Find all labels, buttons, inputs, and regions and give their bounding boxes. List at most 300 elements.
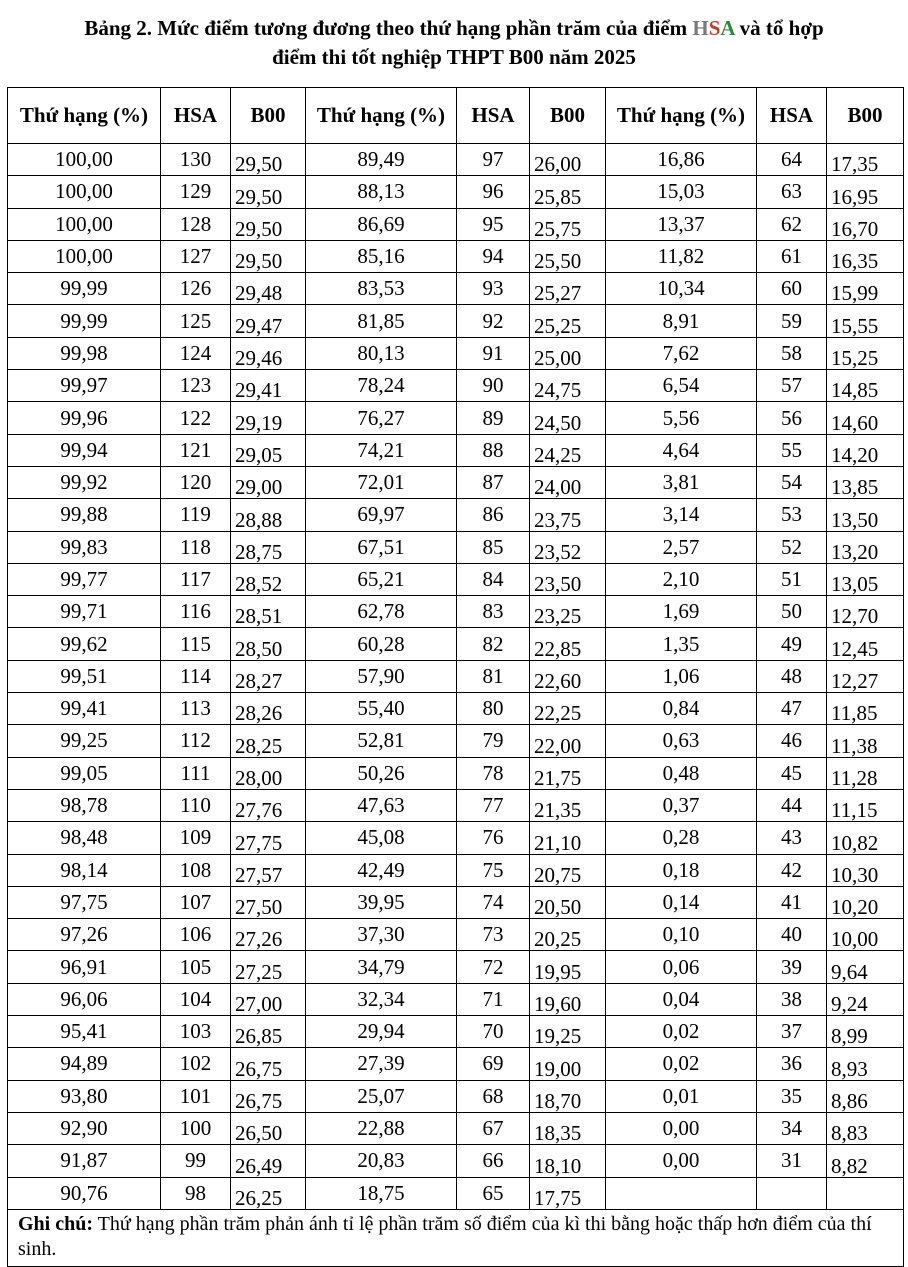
cell-rank-3 bbox=[606, 1177, 757, 1209]
cell-hsa-3: 37 bbox=[757, 1016, 827, 1048]
cell-hsa-1: 100 bbox=[161, 1112, 231, 1144]
cell-rank-2: 85,16 bbox=[306, 240, 457, 272]
cell-hsa-2: 69 bbox=[457, 1048, 530, 1080]
cell-b00-2: 20,50 bbox=[530, 886, 606, 918]
cell-b00-1: 27,75 bbox=[231, 822, 306, 854]
cell-hsa-2: 91 bbox=[457, 337, 530, 369]
cell-b00-1: 26,75 bbox=[231, 1080, 306, 1112]
title-line-2: điểm thi tốt nghiệp THPT B00 năm 2025 bbox=[272, 45, 636, 69]
cell-b00-3: 11,28 bbox=[827, 757, 904, 789]
col-header-b00-2: B00 bbox=[530, 88, 606, 144]
cell-hsa-1: 122 bbox=[161, 402, 231, 434]
cell-hsa-1: 105 bbox=[161, 951, 231, 983]
cell-hsa-3: 45 bbox=[757, 757, 827, 789]
table-row bbox=[8, 499, 904, 531]
cell-rank-2: 34,79 bbox=[306, 951, 457, 983]
cell-b00-2: 23,75 bbox=[530, 499, 606, 531]
cell-b00-3: 13,05 bbox=[827, 563, 904, 595]
cell-rank-2: 83,53 bbox=[306, 273, 457, 305]
cell-hsa-1: 110 bbox=[161, 789, 231, 821]
cell-b00-2: 25,27 bbox=[530, 273, 606, 305]
cell-b00-2: 24,25 bbox=[530, 434, 606, 466]
cell-b00-1: 27,25 bbox=[231, 951, 306, 983]
table-row bbox=[8, 660, 904, 692]
cell-hsa-3: 50 bbox=[757, 596, 827, 628]
cell-hsa-2: 65 bbox=[457, 1177, 530, 1209]
cell-hsa-2: 79 bbox=[457, 725, 530, 757]
cell-b00-3: 16,35 bbox=[827, 240, 904, 272]
cell-rank-2: 67,51 bbox=[306, 531, 457, 563]
cell-b00-3: 8,99 bbox=[827, 1016, 904, 1048]
table-row bbox=[8, 822, 904, 854]
cell-rank-2: 52,81 bbox=[306, 725, 457, 757]
cell-b00-3: 12,45 bbox=[827, 628, 904, 660]
cell-b00-3: 8,83 bbox=[827, 1112, 904, 1144]
table-row bbox=[8, 337, 904, 369]
cell-hsa-3: 62 bbox=[757, 208, 827, 240]
cell-rank-1: 99,88 bbox=[8, 499, 161, 531]
cell-b00-1: 29,00 bbox=[231, 466, 306, 498]
cell-b00-2: 19,00 bbox=[530, 1048, 606, 1080]
cell-hsa-3: 63 bbox=[757, 176, 827, 208]
cell-hsa-1: 130 bbox=[161, 144, 231, 176]
cell-hsa-3: 61 bbox=[757, 240, 827, 272]
col-header-hsa-3: HSA bbox=[757, 88, 827, 144]
cell-hsa-3: 59 bbox=[757, 305, 827, 337]
cell-hsa-1: 127 bbox=[161, 240, 231, 272]
cell-b00-1: 26,85 bbox=[231, 1016, 306, 1048]
cell-b00-3: 15,55 bbox=[827, 305, 904, 337]
cell-hsa-3: 34 bbox=[757, 1112, 827, 1144]
cell-rank-1: 99,96 bbox=[8, 402, 161, 434]
col-header-hsa-1: HSA bbox=[161, 88, 231, 144]
cell-rank-1: 99,97 bbox=[8, 370, 161, 402]
cell-rank-2: 86,69 bbox=[306, 208, 457, 240]
cell-hsa-1: 106 bbox=[161, 919, 231, 951]
cell-b00-1: 26,25 bbox=[231, 1177, 306, 1209]
cell-rank-2: 78,24 bbox=[306, 370, 457, 402]
table-row bbox=[8, 1080, 904, 1112]
table-row bbox=[8, 370, 904, 402]
cell-rank-2: 62,78 bbox=[306, 596, 457, 628]
cell-rank-2: 60,28 bbox=[306, 628, 457, 660]
table-row bbox=[8, 466, 904, 498]
table-row bbox=[8, 919, 904, 951]
title-prefix: Bảng 2. Mức điểm tương đương theo thứ hạng phần trăm của điểm bbox=[84, 16, 693, 40]
cell-hsa-2: 83 bbox=[457, 596, 530, 628]
cell-rank-3: 0,00 bbox=[606, 1145, 757, 1177]
cell-b00-1: 29,41 bbox=[231, 370, 306, 402]
table-row bbox=[8, 305, 904, 337]
cell-hsa-1: 125 bbox=[161, 305, 231, 337]
table-row bbox=[8, 854, 904, 886]
cell-hsa-2: 97 bbox=[457, 144, 530, 176]
cell-hsa-3: 57 bbox=[757, 370, 827, 402]
cell-rank-3: 0,37 bbox=[606, 789, 757, 821]
table-row bbox=[8, 563, 904, 595]
cell-hsa-2: 89 bbox=[457, 402, 530, 434]
cell-rank-2: 57,90 bbox=[306, 660, 457, 692]
cell-hsa-3: 47 bbox=[757, 693, 827, 725]
note-cell bbox=[8, 1209, 904, 1266]
cell-rank-1: 98,14 bbox=[8, 854, 161, 886]
table-row bbox=[8, 144, 904, 176]
cell-hsa-1: 123 bbox=[161, 370, 231, 402]
cell-hsa-3: 39 bbox=[757, 951, 827, 983]
cell-hsa-1: 113 bbox=[161, 693, 231, 725]
cell-rank-3: 5,56 bbox=[606, 402, 757, 434]
cell-rank-1: 100,00 bbox=[8, 208, 161, 240]
cell-b00-3: 14,85 bbox=[827, 370, 904, 402]
cell-rank-2: 42,49 bbox=[306, 854, 457, 886]
cell-rank-1: 90,76 bbox=[8, 1177, 161, 1209]
cell-b00-1: 26,75 bbox=[231, 1048, 306, 1080]
table-row bbox=[8, 596, 904, 628]
cell-hsa-2: 96 bbox=[457, 176, 530, 208]
cell-rank-2: 37,30 bbox=[306, 919, 457, 951]
cell-b00-3: 8,93 bbox=[827, 1048, 904, 1080]
cell-b00-2: 21,10 bbox=[530, 822, 606, 854]
cell-b00-2: 21,75 bbox=[530, 757, 606, 789]
cell-b00-3: 11,38 bbox=[827, 725, 904, 757]
cell-b00-2: 23,25 bbox=[530, 596, 606, 628]
cell-b00-3: 13,50 bbox=[827, 499, 904, 531]
cell-b00-3: 11,15 bbox=[827, 789, 904, 821]
cell-rank-3: 0,01 bbox=[606, 1080, 757, 1112]
cell-b00-3: 13,85 bbox=[827, 466, 904, 498]
cell-b00-2: 18,70 bbox=[530, 1080, 606, 1112]
cell-hsa-3: 35 bbox=[757, 1080, 827, 1112]
title-line-1 bbox=[0, 14, 908, 43]
cell-rank-1: 98,78 bbox=[8, 789, 161, 821]
cell-hsa-2: 70 bbox=[457, 1016, 530, 1048]
cell-rank-1: 99,77 bbox=[8, 563, 161, 595]
cell-hsa-1: 124 bbox=[161, 337, 231, 369]
cell-b00-2: 18,35 bbox=[530, 1112, 606, 1144]
cell-hsa-2: 75 bbox=[457, 854, 530, 886]
cell-rank-3: 0,10 bbox=[606, 919, 757, 951]
table-row bbox=[8, 208, 904, 240]
table-row bbox=[8, 1112, 904, 1144]
cell-rank-2: 89,49 bbox=[306, 144, 457, 176]
col-header-rank-1: Thứ hạng (%) bbox=[8, 88, 161, 144]
cell-hsa-1: 107 bbox=[161, 886, 231, 918]
cell-rank-3: 0,84 bbox=[606, 693, 757, 725]
cell-b00-3: 16,70 bbox=[827, 208, 904, 240]
table-row bbox=[8, 693, 904, 725]
cell-rank-1: 99,05 bbox=[8, 757, 161, 789]
cell-b00-2: 25,75 bbox=[530, 208, 606, 240]
cell-hsa-2: 68 bbox=[457, 1080, 530, 1112]
table-row bbox=[8, 176, 904, 208]
cell-hsa-1: 128 bbox=[161, 208, 231, 240]
cell-b00-3: 14,60 bbox=[827, 402, 904, 434]
table-row bbox=[8, 434, 904, 466]
cell-b00-2: 22,00 bbox=[530, 725, 606, 757]
cell-hsa-2: 82 bbox=[457, 628, 530, 660]
cell-rank-3: 15,03 bbox=[606, 176, 757, 208]
table-row bbox=[8, 983, 904, 1015]
table-row bbox=[8, 1048, 904, 1080]
cell-rank-1: 99,94 bbox=[8, 434, 161, 466]
cell-b00-1: 28,00 bbox=[231, 757, 306, 789]
cell-b00-1: 28,75 bbox=[231, 531, 306, 563]
cell-hsa-3: 60 bbox=[757, 273, 827, 305]
cell-b00-1: 27,57 bbox=[231, 854, 306, 886]
cell-rank-1: 91,87 bbox=[8, 1145, 161, 1177]
cell-rank-2: 32,34 bbox=[306, 983, 457, 1015]
cell-b00-1: 27,50 bbox=[231, 886, 306, 918]
cell-hsa-1: 103 bbox=[161, 1016, 231, 1048]
cell-rank-2: 25,07 bbox=[306, 1080, 457, 1112]
table-row bbox=[8, 531, 904, 563]
cell-b00-3: 10,30 bbox=[827, 854, 904, 886]
note-text: Thứ hạng phần trăm phản ánh tỉ lệ phần trăm số điểm của kì thi bằng hoặc thấp hơn điểm của thí sinh. bbox=[18, 1212, 872, 1260]
cell-hsa-3: 36 bbox=[757, 1048, 827, 1080]
cell-rank-1: 99,41 bbox=[8, 693, 161, 725]
cell-hsa-2: 81 bbox=[457, 660, 530, 692]
cell-b00-1: 29,50 bbox=[231, 208, 306, 240]
cell-hsa-1: 98 bbox=[161, 1177, 231, 1209]
cell-hsa-2: 85 bbox=[457, 531, 530, 563]
col-header-hsa-2: HSA bbox=[457, 88, 530, 144]
cell-hsa-1: 102 bbox=[161, 1048, 231, 1080]
cell-rank-3: 0,18 bbox=[606, 854, 757, 886]
cell-rank-2: 18,75 bbox=[306, 1177, 457, 1209]
table-title bbox=[0, 14, 908, 72]
cell-rank-2: 80,13 bbox=[306, 337, 457, 369]
cell-hsa-1: 109 bbox=[161, 822, 231, 854]
cell-b00-3: 9,24 bbox=[827, 983, 904, 1015]
table-row bbox=[8, 886, 904, 918]
cell-b00-3: 10,20 bbox=[827, 886, 904, 918]
cell-rank-2: 65,21 bbox=[306, 563, 457, 595]
col-header-b00-3: B00 bbox=[827, 88, 904, 144]
cell-rank-1: 99,71 bbox=[8, 596, 161, 628]
cell-rank-1: 100,00 bbox=[8, 176, 161, 208]
cell-rank-1: 97,75 bbox=[8, 886, 161, 918]
cell-rank-3: 6,54 bbox=[606, 370, 757, 402]
cell-rank-3: 0,06 bbox=[606, 951, 757, 983]
cell-b00-1: 29,19 bbox=[231, 402, 306, 434]
cell-b00-3: 12,27 bbox=[827, 660, 904, 692]
cell-rank-2: 81,85 bbox=[306, 305, 457, 337]
table-body bbox=[8, 144, 904, 1210]
cell-hsa-1: 120 bbox=[161, 466, 231, 498]
cell-hsa-3: 38 bbox=[757, 983, 827, 1015]
cell-b00-1: 29,48 bbox=[231, 273, 306, 305]
cell-b00-3: 15,25 bbox=[827, 337, 904, 369]
cell-rank-2: 20,83 bbox=[306, 1145, 457, 1177]
cell-rank-2: 22,88 bbox=[306, 1112, 457, 1144]
cell-rank-2: 72,01 bbox=[306, 466, 457, 498]
cell-rank-1: 95,41 bbox=[8, 1016, 161, 1048]
cell-rank-3: 1,69 bbox=[606, 596, 757, 628]
cell-rank-3: 1,35 bbox=[606, 628, 757, 660]
cell-hsa-3: 44 bbox=[757, 789, 827, 821]
cell-b00-1: 28,52 bbox=[231, 563, 306, 595]
table-row bbox=[8, 757, 904, 789]
cell-hsa-2: 73 bbox=[457, 919, 530, 951]
cell-hsa-3: 40 bbox=[757, 919, 827, 951]
cell-b00-3: 10,00 bbox=[827, 919, 904, 951]
cell-hsa-2: 67 bbox=[457, 1112, 530, 1144]
cell-rank-3: 7,62 bbox=[606, 337, 757, 369]
cell-rank-3: 10,34 bbox=[606, 273, 757, 305]
cell-rank-1: 100,00 bbox=[8, 144, 161, 176]
cell-hsa-2: 72 bbox=[457, 951, 530, 983]
cell-rank-1: 99,92 bbox=[8, 466, 161, 498]
cell-b00-3: 13,20 bbox=[827, 531, 904, 563]
cell-b00-2: 26,00 bbox=[530, 144, 606, 176]
table-row bbox=[8, 628, 904, 660]
cell-b00-2: 19,60 bbox=[530, 983, 606, 1015]
cell-b00-2: 24,50 bbox=[530, 402, 606, 434]
cell-rank-1: 99,83 bbox=[8, 531, 161, 563]
cell-hsa-3: 42 bbox=[757, 854, 827, 886]
cell-rank-2: 69,97 bbox=[306, 499, 457, 531]
cell-b00-3: 8,86 bbox=[827, 1080, 904, 1112]
cell-b00-3: 10,82 bbox=[827, 822, 904, 854]
cell-hsa-1: 126 bbox=[161, 273, 231, 305]
cell-hsa-3: 51 bbox=[757, 563, 827, 595]
cell-b00-3: 12,70 bbox=[827, 596, 904, 628]
cell-b00-3: 11,85 bbox=[827, 693, 904, 725]
cell-hsa-3: 55 bbox=[757, 434, 827, 466]
table-row bbox=[8, 951, 904, 983]
cell-rank-3: 1,06 bbox=[606, 660, 757, 692]
cell-rank-3: 4,64 bbox=[606, 434, 757, 466]
header-row bbox=[8, 88, 904, 144]
cell-rank-2: 76,27 bbox=[306, 402, 457, 434]
cell-rank-2: 29,94 bbox=[306, 1016, 457, 1048]
cell-hsa-3: 49 bbox=[757, 628, 827, 660]
cell-rank-2: 55,40 bbox=[306, 693, 457, 725]
table-row bbox=[8, 273, 904, 305]
cell-rank-2: 39,95 bbox=[306, 886, 457, 918]
cell-hsa-3: 58 bbox=[757, 337, 827, 369]
cell-rank-3: 0,00 bbox=[606, 1112, 757, 1144]
cell-rank-1: 99,51 bbox=[8, 660, 161, 692]
cell-b00-2: 25,85 bbox=[530, 176, 606, 208]
cell-rank-3: 0,48 bbox=[606, 757, 757, 789]
cell-b00-2: 22,25 bbox=[530, 693, 606, 725]
note-label: Ghi chú: bbox=[18, 1212, 94, 1235]
cell-b00-2: 19,25 bbox=[530, 1016, 606, 1048]
cell-rank-2: 47,63 bbox=[306, 789, 457, 821]
cell-hsa-2: 80 bbox=[457, 693, 530, 725]
cell-rank-1: 99,99 bbox=[8, 305, 161, 337]
cell-hsa-3: 46 bbox=[757, 725, 827, 757]
cell-rank-1: 96,06 bbox=[8, 983, 161, 1015]
cell-hsa-2: 71 bbox=[457, 983, 530, 1015]
cell-rank-3: 3,14 bbox=[606, 499, 757, 531]
cell-b00-3: 14,20 bbox=[827, 434, 904, 466]
cell-rank-2: 45,08 bbox=[306, 822, 457, 854]
table-row bbox=[8, 1177, 904, 1209]
cell-hsa-1: 119 bbox=[161, 499, 231, 531]
table-row bbox=[8, 1016, 904, 1048]
cell-b00-1: 29,50 bbox=[231, 176, 306, 208]
cell-hsa-2: 78 bbox=[457, 757, 530, 789]
score-table bbox=[7, 87, 904, 1267]
cell-hsa-1: 101 bbox=[161, 1080, 231, 1112]
cell-hsa-2: 66 bbox=[457, 1145, 530, 1177]
cell-b00-3: 8,82 bbox=[827, 1145, 904, 1177]
cell-hsa-3: 41 bbox=[757, 886, 827, 918]
cell-hsa-1: 117 bbox=[161, 563, 231, 595]
cell-rank-3: 11,82 bbox=[606, 240, 757, 272]
title-letter-h: H bbox=[692, 16, 709, 40]
cell-b00-2: 17,75 bbox=[530, 1177, 606, 1209]
cell-rank-1: 96,91 bbox=[8, 951, 161, 983]
cell-rank-3: 0,63 bbox=[606, 725, 757, 757]
cell-rank-3: 0,02 bbox=[606, 1048, 757, 1080]
cell-b00-2: 18,10 bbox=[530, 1145, 606, 1177]
cell-b00-1: 29,50 bbox=[231, 240, 306, 272]
title-letter-a: A bbox=[720, 16, 735, 40]
cell-rank-3: 8,91 bbox=[606, 305, 757, 337]
cell-b00-1: 27,76 bbox=[231, 789, 306, 821]
cell-rank-1: 100,00 bbox=[8, 240, 161, 272]
cell-rank-3: 0,02 bbox=[606, 1016, 757, 1048]
cell-hsa-2: 76 bbox=[457, 822, 530, 854]
cell-b00-1: 28,51 bbox=[231, 596, 306, 628]
cell-b00-2: 23,50 bbox=[530, 563, 606, 595]
cell-hsa-1: 116 bbox=[161, 596, 231, 628]
cell-rank-1: 99,98 bbox=[8, 337, 161, 369]
cell-rank-3: 3,81 bbox=[606, 466, 757, 498]
cell-b00-1: 26,49 bbox=[231, 1145, 306, 1177]
cell-hsa-3: 54 bbox=[757, 466, 827, 498]
cell-hsa-1: 104 bbox=[161, 983, 231, 1015]
cell-b00-3 bbox=[827, 1177, 904, 1209]
cell-b00-1: 28,25 bbox=[231, 725, 306, 757]
cell-hsa-1: 118 bbox=[161, 531, 231, 563]
cell-b00-1: 26,50 bbox=[231, 1112, 306, 1144]
table-row bbox=[8, 402, 904, 434]
cell-hsa-2: 94 bbox=[457, 240, 530, 272]
table-row bbox=[8, 789, 904, 821]
cell-hsa-1: 129 bbox=[161, 176, 231, 208]
cell-b00-2: 19,95 bbox=[530, 951, 606, 983]
cell-b00-1: 28,27 bbox=[231, 660, 306, 692]
cell-hsa-2: 88 bbox=[457, 434, 530, 466]
cell-rank-2: 27,39 bbox=[306, 1048, 457, 1080]
title-letter-s: S bbox=[708, 16, 721, 40]
cell-rank-1: 99,25 bbox=[8, 725, 161, 757]
cell-rank-1: 98,48 bbox=[8, 822, 161, 854]
cell-hsa-1: 111 bbox=[161, 757, 231, 789]
cell-b00-2: 21,35 bbox=[530, 789, 606, 821]
col-header-b00-1: B00 bbox=[231, 88, 306, 144]
cell-hsa-2: 74 bbox=[457, 886, 530, 918]
cell-b00-1: 27,26 bbox=[231, 919, 306, 951]
cell-b00-1: 28,26 bbox=[231, 693, 306, 725]
cell-hsa-1: 114 bbox=[161, 660, 231, 692]
cell-rank-3: 2,57 bbox=[606, 531, 757, 563]
table-row bbox=[8, 240, 904, 272]
cell-b00-2: 25,50 bbox=[530, 240, 606, 272]
cell-rank-1: 99,62 bbox=[8, 628, 161, 660]
cell-b00-1: 29,46 bbox=[231, 337, 306, 369]
note-row bbox=[8, 1209, 904, 1266]
cell-rank-3: 16,86 bbox=[606, 144, 757, 176]
cell-b00-2: 22,60 bbox=[530, 660, 606, 692]
col-header-rank-3: Thứ hạng (%) bbox=[606, 88, 757, 144]
cell-hsa-2: 95 bbox=[457, 208, 530, 240]
cell-hsa-1: 99 bbox=[161, 1145, 231, 1177]
